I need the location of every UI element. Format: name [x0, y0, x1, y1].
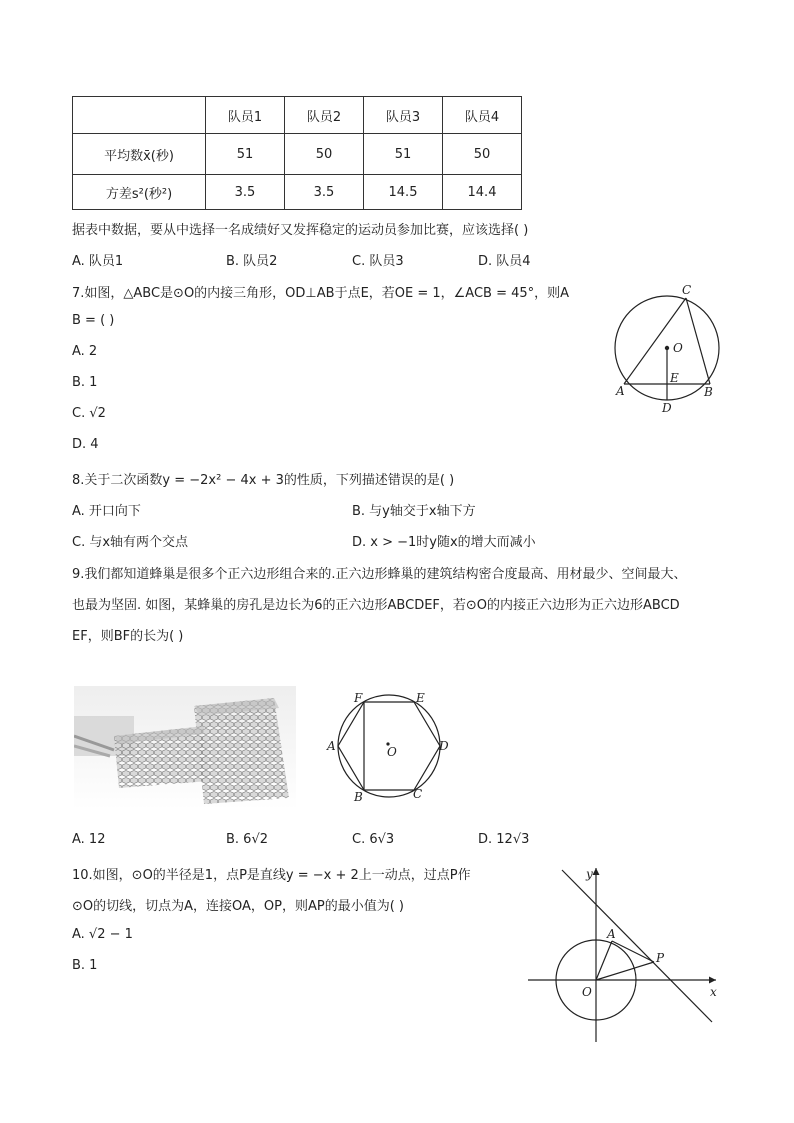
q8-option-b: B. 与y轴交于x轴下方 [352, 504, 476, 519]
q8-text: 8.关于二次函数y = −2x² − 4x + 3的性质，下列描述错误的是( ) [72, 473, 455, 488]
table-header-cell: 队员3 [364, 97, 443, 134]
q7-text-line1: 7.如图，△ABC是⊙O的内接三角形，OD⊥AB于点E，若OE = 1，∠ACB = 45°，则A [72, 286, 570, 301]
q10-option-a: A. √2 − 1 [72, 927, 133, 942]
q10-coordinate-figure [520, 862, 725, 1048]
label-a: A [327, 739, 336, 753]
label-x: x [710, 985, 717, 999]
q7-text-line2: B = ( ) [72, 313, 115, 328]
q6-option-a: A. 队员1 [72, 254, 124, 269]
label-o: O [582, 985, 592, 999]
q9-text-line2: 也最为坚固. 如图，某蜂巢的房孔是边长为6的正六边形ABCDEF，若⊙O的内接正六边形为正六边形ABCD [72, 598, 680, 613]
q9-option-d: D. 12√3 [478, 832, 530, 847]
q6-option-b: B. 队员2 [226, 254, 278, 269]
q10-text-line2: ⊙O的切线，切点为A，连接OA，OP，则AP的最小值为( ) [72, 899, 404, 914]
label-b: B [704, 385, 713, 399]
table-cell: 51 [206, 134, 285, 175]
q7-option-a: A. 2 [72, 344, 98, 359]
label-a: A [616, 384, 625, 398]
q7-option-c: C. √2 [72, 406, 106, 421]
q8-option-a: A. 开口向下 [72, 504, 141, 519]
q6-option-d: D. 队员4 [478, 254, 531, 269]
label-e: E [670, 371, 679, 385]
table-cell: 3.5 [206, 175, 285, 210]
q9-hexagon-figure [324, 686, 454, 810]
q7-option-d: D. 4 [72, 437, 99, 452]
label-o: O [673, 341, 683, 355]
q10-option-b: B. 1 [72, 958, 98, 973]
table-header-cell: 队员4 [443, 97, 522, 134]
table-cell: 50 [285, 134, 364, 175]
label-c: C [413, 787, 423, 801]
table-cell: 51 [364, 134, 443, 175]
table-header-cell [73, 97, 206, 134]
table-cell: 14.4 [443, 175, 522, 210]
stats-table [72, 96, 522, 210]
label-o: O [387, 745, 397, 759]
label-e: E [416, 691, 425, 705]
q9-option-b: B. 6√2 [226, 832, 269, 847]
label-f: F [354, 691, 363, 705]
q10-text-line1: 10.如图，⊙O的半径是1，点P是直线y = −x + 2上一动点，过点P作 [72, 868, 471, 883]
q8-option-c: C. 与x轴有两个交点 [72, 535, 189, 550]
q9-text-line1: 9.我们都知道蜂巢是很多个正六边形组合来的.正六边形蜂巢的建筑结构密合度最高、用材最少、空间最大、 [72, 567, 687, 582]
label-b: B [354, 790, 363, 804]
table-header-cell: 队员1 [206, 97, 285, 134]
q7-option-b: B. 1 [72, 375, 98, 390]
q6-option-c: C. 队员3 [352, 254, 404, 269]
label-d: D [662, 401, 672, 412]
q9-option-c: C. 6√3 [352, 832, 395, 847]
label-p: P [656, 951, 665, 965]
table-cell: 3.5 [285, 175, 364, 210]
label-a: A [607, 927, 616, 941]
label-y: y [586, 867, 593, 881]
label-d: D [439, 739, 449, 753]
table-row-label: 平均数x̄(秒) [73, 134, 206, 175]
honeycomb-photo [74, 686, 296, 810]
table-cell: 14.5 [364, 175, 443, 210]
q8-option-d: D. x > −1时y随x的增大而减小 [352, 535, 536, 550]
table-header-cell: 队员2 [285, 97, 364, 134]
label-c: C [682, 283, 692, 297]
q6-text: 据表中数据，要从中选择一名成绩好又发挥稳定的运动员参加比赛，应该选择( ) [72, 223, 529, 238]
q9-option-a: A. 12 [72, 832, 106, 847]
table-cell: 50 [443, 134, 522, 175]
table-row-label: 方差s²(秒²) [73, 175, 206, 210]
q9-text-line3: EF，则BF的长为( ) [72, 629, 184, 644]
q7-circle-figure [610, 282, 730, 412]
